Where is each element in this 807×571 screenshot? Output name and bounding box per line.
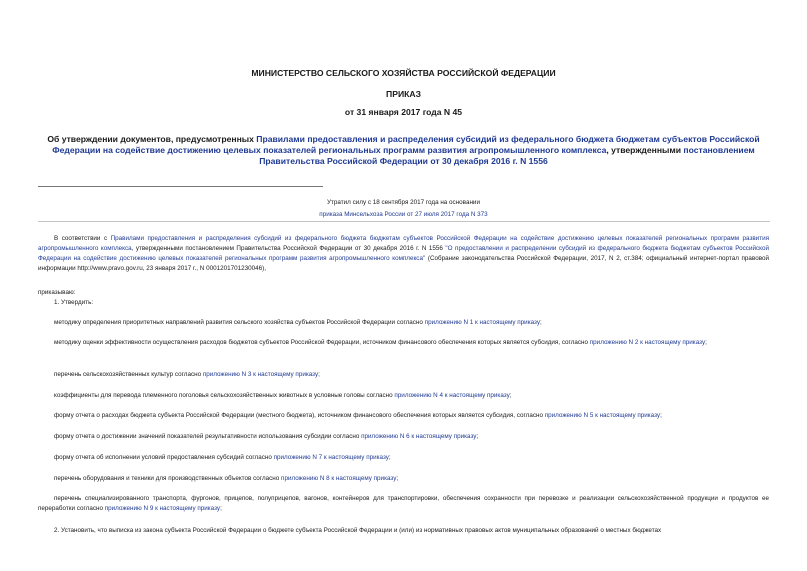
appendix-9-link[interactable]: приложению N 9 к настоящему приказу bbox=[104, 505, 221, 512]
title-rules-link[interactable]: Правилами предоставления и распределения субсидий из федерального бюджета бюджетам субъектов Российской Федерации на содействие достижению целевых показателей региональных программ развития агропромышленного комплекса bbox=[52, 134, 760, 155]
preamble-rules-link[interactable]: Правилами предоставления и распределения субсидий из федерального бюджета бюджетам субъектов Российской Федерации на содействие достижению целевых показателей региональных программ развития агропромышленного комплекса bbox=[38, 235, 770, 252]
list-item bbox=[38, 432, 769, 442]
list-item bbox=[38, 453, 769, 463]
preamble-paragraph bbox=[38, 234, 769, 274]
list-item-end: ; bbox=[476, 433, 479, 440]
list-item-end: ; bbox=[660, 412, 662, 419]
preamble-resolution-link[interactable]: "О предоставлении и распределении субсидий из федерального бюджета бюджетам субъектов Российской Федерации на содействие достижению целевых показателей региональных программ развития агропромышленного комплекса" bbox=[38, 245, 769, 262]
ministry-name: МИНИСТЕРСТВО СЕЛЬСКОГО ХОЗЯЙСТВА РОССИЙСКОЙ ФЕДЕРАЦИИ bbox=[251, 68, 556, 78]
orders-line: приказываю: bbox=[38, 289, 76, 296]
list-item bbox=[38, 370, 769, 380]
preamble-text: В соответствии с bbox=[54, 235, 111, 242]
appendix-8-link[interactable]: приложению N 8 к настоящему приказу bbox=[281, 475, 397, 482]
list-item bbox=[38, 411, 769, 421]
list-item-text: коэффициенты для перевода племенного поголовья сельскохозяйственных животных в условные головы согласно bbox=[54, 392, 395, 399]
status-order-link[interactable]: приказа Минсельхоза России от 27 июля 2017 года N 373 bbox=[319, 211, 488, 218]
title-divider bbox=[38, 186, 323, 187]
list-item-end: ; bbox=[705, 339, 707, 346]
preamble-text: (Собрание законодательства Российской Федерации, 2017, N 2, ст.384; официальный интернет-портал правовой информации http://www.pravo.gov.ru, 23 января 2017 г., N 0001201701230046), bbox=[38, 255, 770, 272]
appendix-1-link[interactable]: приложению N 1 к настоящему приказу bbox=[424, 319, 540, 326]
appendix-7-link[interactable]: приложению N 7 к настоящему приказу bbox=[273, 454, 389, 461]
list-item-text: форму отчета об исполнении условий предоставления субсидий согласно bbox=[54, 454, 274, 461]
list-item bbox=[38, 338, 769, 348]
list-item-end: ; bbox=[509, 392, 512, 399]
title-resolution-link[interactable]: постановлением Правительства Российской Федерации от 30 декабря 2016 г. N 1556 bbox=[259, 145, 755, 166]
appendix-2-link[interactable]: приложению N 2 к настоящему приказу bbox=[589, 339, 706, 346]
document-type: ПРИКАЗ bbox=[386, 89, 421, 99]
list-item-end: ; bbox=[540, 319, 542, 326]
list-item-end: ; bbox=[396, 475, 399, 482]
list-item-text: методику определения приоритетных направлений развития сельского хозяйства субъектов Российской Федерации согласно bbox=[54, 319, 425, 326]
appendix-4-link[interactable]: приложению N 4 к настоящему приказу bbox=[394, 392, 510, 399]
appendix-5-link[interactable]: приложению N 5 к настоящему приказу bbox=[544, 412, 661, 419]
list-item-text: перечень специализированного транспорта, фургонов, прицепов, полуприцепов, вагонов, контейнеров для транспортировки, обеспечения сохранности при перевозке и реализации сельскохозяйственной продукции и продуктов ее переработки согласно bbox=[38, 495, 769, 512]
appendix-6-link[interactable]: приложению N 6 к настоящему приказу bbox=[361, 433, 477, 440]
list-item-end: ; bbox=[220, 505, 222, 512]
preamble-text: , утвержденными постановлением Правительства Российской Федерации от 30 декабря 2016 г. N 1556 bbox=[131, 245, 446, 252]
list-item-end: ; bbox=[318, 371, 320, 378]
title-middle: , утвержденными bbox=[606, 145, 684, 155]
list-item-text: форму отчета о достижении значений показателей результативности использования субсидии согласно bbox=[54, 433, 362, 440]
list-item-text: форму отчета о расходах бюджета субъекта Российской Федерации (местного бюджета), источником финансового обеспечения которых является субсидия, согласно bbox=[54, 412, 545, 419]
appendix-3-link[interactable]: приложению N 3 к настоящему приказу bbox=[202, 371, 319, 378]
list-item-text: перечень сельскохозяйственных культур согласно bbox=[54, 371, 203, 378]
document-title bbox=[38, 134, 769, 167]
list-item bbox=[38, 391, 769, 401]
list-item-text: методику оценки эффективности осуществления расходов бюджетов субъектов Российской Федерации, источником финансового обеспечения которых является субсидия, согласно bbox=[54, 339, 590, 346]
document-date-number: от 31 января 2017 года N 45 bbox=[344, 107, 463, 117]
item-2-paragraph: 2. Установить, что выписка из закона субъекта Российской Федерации о бюджете субъекта Российской Федерации и (или) из нормативных правовых актов муниципальных образований о местных бюджетах bbox=[54, 527, 662, 534]
list-item bbox=[38, 494, 769, 514]
status-line: Утратил силу с 18 сентября 2017 года на основании bbox=[327, 199, 480, 206]
title-prefix: Об утверждении документов, предусмотренных bbox=[47, 134, 257, 144]
status-divider bbox=[38, 221, 770, 222]
list-item bbox=[38, 318, 769, 328]
list-item bbox=[38, 474, 769, 484]
item-1-heading: 1. Утвердить: bbox=[54, 299, 94, 306]
list-item-end: ; bbox=[388, 454, 391, 461]
status-note bbox=[0, 197, 807, 221]
list-item-text: перечень оборудования и техники для производственных объектов согласно bbox=[54, 475, 282, 482]
